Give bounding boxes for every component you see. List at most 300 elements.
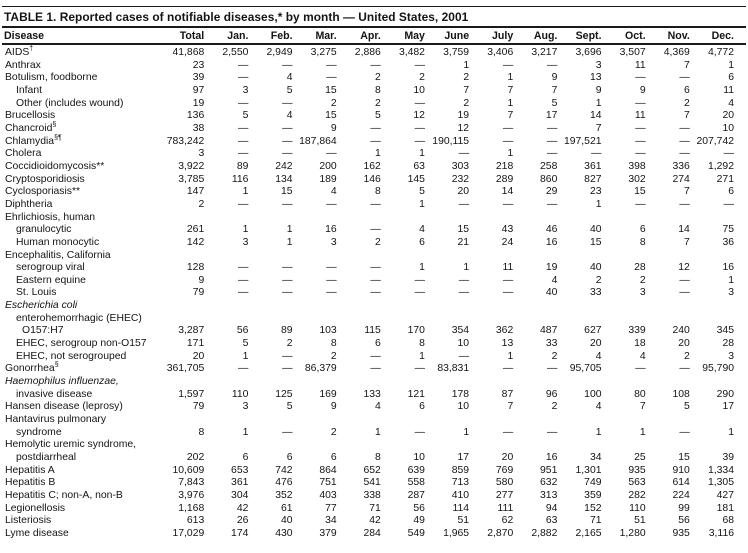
table-row [2, 515, 746, 528]
disease-name: Legionellosis [5, 502, 66, 514]
disease-name-cell [2, 313, 162, 326]
value-cell: 3 [595, 59, 602, 71]
value-cell [702, 414, 746, 427]
value-cell: 5 [286, 401, 293, 413]
value-cell [216, 414, 260, 427]
value-cell: 41,868 [172, 47, 205, 58]
value-cell: 558 [407, 477, 425, 489]
disease-name-cell [2, 136, 162, 149]
value-cell: — [458, 287, 470, 299]
value-cell: 1,301 [575, 464, 602, 476]
value-cell: 71 [369, 502, 381, 514]
value-cell [569, 313, 613, 326]
value-cell: 3,696 [575, 47, 602, 58]
value-cell: — [546, 122, 558, 134]
value-cell: 282 [628, 489, 646, 501]
value-cell: 1 [242, 350, 249, 362]
value-cell: 2,949 [266, 47, 293, 58]
disease-name: EHEC, serogroup non-O157 [16, 338, 147, 350]
value-cell: 4 [595, 401, 602, 413]
value-cell: 354 [451, 325, 470, 337]
value-cell: 207,742 [696, 135, 734, 147]
table-row [2, 136, 746, 149]
value-cell [481, 414, 525, 427]
disease-name-cell [2, 490, 162, 503]
header-row [2, 27, 746, 44]
value-cell: 39 [722, 452, 734, 463]
disease-name-cell [2, 325, 162, 338]
table-row [2, 490, 746, 503]
value-cell: 1 [419, 262, 425, 274]
value-cell: — [282, 274, 293, 286]
value-cell: 864 [319, 464, 337, 476]
value-cell: — [370, 363, 381, 375]
value-cell: — [282, 287, 293, 299]
value-cell: 6 [728, 186, 734, 198]
value-cell: 33 [545, 338, 558, 350]
value-cell [525, 212, 569, 225]
value-cell: 313 [540, 489, 558, 501]
value-cell: — [458, 148, 470, 160]
value-cell: 200 [319, 160, 337, 172]
value-cell [658, 250, 702, 263]
disease-name: enterohemorrhagic (EHEC) [16, 312, 142, 324]
value-cell: — [370, 59, 381, 71]
value-cell: 51 [634, 515, 646, 527]
value-cell [393, 414, 437, 427]
value-cell: — [414, 274, 425, 286]
table-body [2, 44, 746, 541]
value-cell: — [502, 287, 514, 299]
value-cell: 613 [186, 515, 205, 527]
value-cell: 6 [639, 224, 646, 236]
value-cell: 935 [672, 527, 690, 539]
value-cell: — [635, 72, 646, 84]
value-cell: 218 [495, 160, 514, 172]
value-cell: 1 [419, 198, 425, 210]
table-row [2, 414, 746, 427]
value-cell [162, 300, 216, 313]
value-cell: 1 [463, 262, 470, 274]
value-cell: 56 [236, 325, 249, 337]
value-cell: 1 [728, 274, 734, 286]
disease-name-cell [2, 44, 162, 60]
disease-name-cell [2, 237, 162, 250]
value-cell: — [635, 148, 646, 160]
disease-name-cell [2, 503, 162, 516]
value-cell: 46 [545, 224, 558, 236]
value-cell [305, 212, 349, 225]
disease-name: Eastern equine [16, 274, 86, 286]
value-cell: 89 [236, 160, 249, 172]
value-cell: — [502, 122, 514, 134]
disease-name: Hemolytic uremic syndrome, [5, 439, 137, 451]
value-cell: 178 [451, 388, 470, 400]
value-cell: 169 [319, 388, 337, 400]
disease-name-cell [2, 110, 162, 123]
value-cell: 6 [242, 452, 249, 463]
value-cell: 56 [413, 502, 425, 514]
value-cell [702, 250, 746, 263]
disease-name-cell [2, 363, 162, 376]
value-cell: 4 [551, 274, 558, 286]
value-cell [393, 313, 437, 326]
column-header-nov: Nov. [658, 27, 702, 44]
value-cell: — [238, 287, 249, 299]
value-cell: 12 [678, 262, 690, 274]
value-cell: 34 [325, 515, 337, 527]
value-cell: 1,292 [707, 160, 734, 172]
value-cell: 10 [413, 452, 425, 463]
disease-name-cell [2, 224, 162, 237]
column-header-may: May [393, 27, 437, 44]
value-cell [260, 300, 304, 313]
value-cell: 3 [639, 287, 646, 299]
value-cell: 7 [507, 401, 514, 413]
table-row [2, 199, 746, 212]
value-cell: 79 [192, 287, 205, 299]
value-cell [260, 250, 304, 263]
value-cell: — [326, 198, 337, 210]
value-cell: 4 [639, 350, 646, 362]
value-cell: 11 [634, 110, 646, 122]
value-cell [260, 414, 304, 427]
value-cell: 614 [672, 477, 690, 489]
value-cell: 1,280 [619, 527, 646, 539]
value-cell: 345 [716, 325, 734, 337]
value-cell: 11 [723, 84, 734, 96]
table-row [2, 186, 746, 199]
value-cell: 639 [407, 464, 425, 476]
value-cell: — [370, 122, 381, 134]
table-row [2, 250, 746, 263]
value-cell: 2,165 [575, 527, 602, 539]
value-cell: 51 [457, 515, 470, 527]
value-cell: 3 [198, 148, 205, 160]
value-cell: 6 [286, 452, 293, 463]
value-cell: 110 [231, 388, 249, 400]
value-cell: 146 [363, 173, 381, 185]
value-cell: 17,029 [172, 527, 205, 539]
value-cell: 4 [330, 186, 337, 198]
value-cell: 6 [684, 84, 690, 96]
value-cell: 7 [463, 84, 470, 96]
value-cell: 2 [375, 236, 381, 248]
disease-name: Botulism, foodborne [5, 72, 98, 84]
value-cell: 116 [231, 173, 249, 185]
value-cell: 9 [330, 401, 337, 413]
value-cell: 3,922 [178, 160, 205, 172]
value-cell [349, 414, 393, 427]
table-title: TABLE 1. Reported cases of notifiable diseases,* by month — United States, 2001 [2, 6, 746, 26]
value-cell: 7 [684, 186, 690, 198]
value-cell [658, 313, 702, 326]
value-cell [216, 212, 260, 225]
value-cell: — [635, 97, 646, 109]
table-row [2, 224, 746, 237]
value-cell: — [282, 135, 293, 147]
value-cell: 783,242 [166, 135, 205, 147]
disease-name-cell [2, 452, 162, 465]
value-cell: 3 [242, 401, 249, 413]
disease-name: Lyme disease [5, 527, 69, 539]
value-cell: 352 [275, 489, 293, 501]
value-cell: 303 [451, 160, 470, 172]
value-cell: 17 [457, 452, 470, 463]
disease-name: Human monocytic [16, 236, 100, 248]
value-cell: 10 [457, 401, 470, 413]
value-cell: 79 [192, 401, 205, 413]
value-cell: 19 [457, 110, 470, 122]
disease-name: Gonorrhea [5, 363, 55, 375]
disease-name: postdiarrheal [16, 452, 77, 463]
value-cell: 362 [495, 325, 514, 337]
value-cell [658, 376, 702, 389]
value-cell: 2 [375, 72, 381, 84]
value-cell: — [679, 287, 690, 299]
disease-name-cell [2, 528, 162, 541]
value-cell: 20 [457, 186, 470, 198]
value-cell: 290 [716, 388, 734, 400]
table-row [2, 401, 746, 414]
value-cell: — [679, 148, 690, 160]
table-row [2, 363, 746, 376]
value-cell: 95,790 [702, 363, 734, 375]
footnote-marker: ** [96, 160, 105, 172]
value-cell: 121 [407, 388, 425, 400]
value-cell [702, 376, 746, 389]
value-cell: 87 [501, 388, 514, 400]
value-cell [305, 439, 349, 452]
value-cell: — [414, 426, 425, 438]
value-cell: 134 [275, 173, 293, 185]
value-cell: 232 [451, 173, 470, 185]
value-cell: — [326, 59, 337, 71]
value-cell: 75 [722, 224, 734, 236]
disease-name-cell [2, 199, 162, 212]
value-cell: 13 [589, 72, 602, 84]
value-cell: 68 [722, 515, 734, 527]
value-cell: 36 [722, 236, 734, 248]
value-cell [658, 414, 702, 427]
value-cell: 580 [495, 477, 514, 489]
value-cell: 77 [325, 502, 337, 514]
value-cell: 97 [192, 84, 205, 96]
table-row [2, 325, 746, 338]
value-cell: 21 [457, 236, 470, 248]
value-cell [216, 313, 260, 326]
column-header-apr: Apr. [349, 27, 393, 44]
disease-name-cell [2, 338, 162, 351]
disease-name: Hepatitis A [5, 464, 55, 476]
value-cell: 8 [419, 338, 425, 350]
value-cell: 28 [722, 338, 734, 350]
value-cell: 20 [722, 110, 734, 122]
table-row [2, 313, 746, 326]
table-row [2, 389, 746, 402]
value-cell: 304 [231, 489, 249, 501]
value-cell [162, 250, 216, 263]
table-row [2, 110, 746, 123]
value-cell: — [414, 287, 425, 299]
value-cell: 935 [628, 464, 646, 476]
value-cell: 224 [672, 489, 690, 501]
value-cell: 951 [540, 464, 558, 476]
disease-name-cell [2, 401, 162, 414]
value-cell: 338 [363, 489, 381, 501]
value-cell: 114 [452, 502, 470, 514]
value-cell: 171 [186, 338, 205, 350]
value-cell: 4 [375, 401, 381, 413]
value-cell: 16 [325, 224, 337, 236]
value-cell: — [679, 198, 690, 210]
value-cell: 63 [413, 160, 425, 172]
value-cell: 62 [501, 515, 514, 527]
disease-name: Ehrlichiosis, human [5, 211, 96, 223]
value-cell [569, 376, 613, 389]
table-row [2, 300, 746, 313]
value-cell: 43 [501, 224, 514, 236]
value-cell: 287 [407, 489, 425, 501]
value-cell: 9 [595, 84, 602, 96]
value-cell [569, 212, 613, 225]
value-cell: 1 [507, 72, 514, 84]
value-cell [393, 300, 437, 313]
value-cell: 145 [407, 173, 425, 185]
value-cell: — [370, 262, 381, 274]
value-cell: 162 [363, 160, 381, 172]
value-cell [481, 313, 525, 326]
value-cell [349, 439, 393, 452]
value-cell: 19 [192, 97, 205, 109]
value-cell: — [238, 59, 249, 71]
value-cell: — [326, 262, 337, 274]
value-cell: 15 [325, 84, 337, 96]
disease-name: Infant [16, 84, 42, 96]
disease-name-cell [2, 376, 162, 389]
value-cell [614, 439, 658, 452]
value-cell: 80 [634, 388, 646, 400]
value-cell [305, 414, 349, 427]
value-cell: 108 [672, 388, 690, 400]
value-cell [162, 376, 216, 389]
disease-name-cell [2, 427, 162, 440]
value-cell: 3 [728, 350, 734, 362]
value-cell: 1,334 [707, 464, 734, 476]
value-cell: 26 [236, 515, 249, 527]
value-cell: 3,217 [531, 47, 558, 58]
disease-name-cell [2, 123, 162, 136]
value-cell [481, 212, 525, 225]
value-cell: 4 [286, 72, 293, 84]
value-cell [349, 300, 393, 313]
disease-name: St. Louis [16, 287, 57, 299]
value-cell: 1 [242, 426, 249, 438]
value-cell: 410 [451, 489, 470, 501]
value-cell [349, 250, 393, 263]
value-cell: 49 [413, 515, 425, 527]
value-cell: — [370, 224, 381, 236]
value-cell [393, 212, 437, 225]
value-cell: — [282, 363, 293, 375]
value-cell: 9 [551, 72, 558, 84]
value-cell: 4 [595, 350, 602, 362]
value-cell: — [635, 122, 646, 134]
value-cell: 339 [628, 325, 646, 337]
value-cell: — [326, 72, 337, 84]
value-cell: 100 [584, 388, 602, 400]
value-cell: 25 [634, 452, 646, 463]
value-cell: 5 [375, 110, 381, 122]
value-cell: 240 [672, 325, 690, 337]
value-cell: 3,482 [398, 47, 425, 58]
value-cell [702, 439, 746, 452]
value-cell: — [679, 122, 690, 134]
value-cell: 15 [678, 452, 690, 463]
value-cell: 3 [242, 236, 249, 248]
value-cell [614, 212, 658, 225]
value-cell: 652 [363, 464, 381, 476]
value-cell: 42 [236, 502, 249, 514]
value-cell: 189 [319, 173, 337, 185]
value-cell [216, 300, 260, 313]
disease-name: Chancroid [5, 122, 53, 134]
disease-name-cell [2, 439, 162, 452]
value-cell: 10 [413, 84, 425, 96]
value-cell: 61 [280, 502, 293, 514]
value-cell [658, 439, 702, 452]
value-cell [305, 300, 349, 313]
disease-name-cell [2, 477, 162, 490]
value-cell: 7 [684, 236, 690, 248]
value-cell: 7 [507, 110, 514, 122]
value-cell [260, 439, 304, 452]
value-cell [614, 313, 658, 326]
value-cell: 2,886 [354, 47, 381, 58]
value-cell: 910 [672, 464, 690, 476]
value-cell: 1 [419, 350, 425, 362]
value-cell: 2 [463, 97, 470, 109]
value-cell: 20 [678, 338, 690, 350]
value-cell: 258 [540, 160, 558, 172]
footnote-marker: §¶ [54, 134, 62, 142]
value-cell: 742 [275, 464, 293, 476]
value-cell: — [679, 135, 690, 147]
value-cell: 170 [407, 325, 425, 337]
value-cell: 10 [457, 338, 470, 350]
value-cell: 1 [419, 148, 425, 160]
value-cell: 1 [463, 59, 470, 71]
value-cell: — [723, 198, 734, 210]
value-cell: 2,870 [487, 527, 514, 539]
value-cell: — [414, 135, 425, 147]
value-cell: 11 [502, 262, 514, 274]
value-cell [162, 212, 216, 225]
value-cell: 5 [242, 110, 249, 122]
disease-name-cell [2, 60, 162, 73]
value-cell: 359 [584, 489, 602, 501]
value-cell: 17 [722, 401, 734, 413]
value-cell: 713 [451, 477, 470, 489]
disease-name-cell [2, 465, 162, 478]
value-cell: 1 [375, 426, 381, 438]
value-cell: 89 [280, 325, 293, 337]
value-cell: 6 [330, 452, 337, 463]
disease-name-cell [2, 275, 162, 288]
disease-name: Encephalitis, California [5, 249, 111, 261]
value-cell: 8 [639, 236, 646, 248]
disease-name-cell [2, 287, 162, 300]
